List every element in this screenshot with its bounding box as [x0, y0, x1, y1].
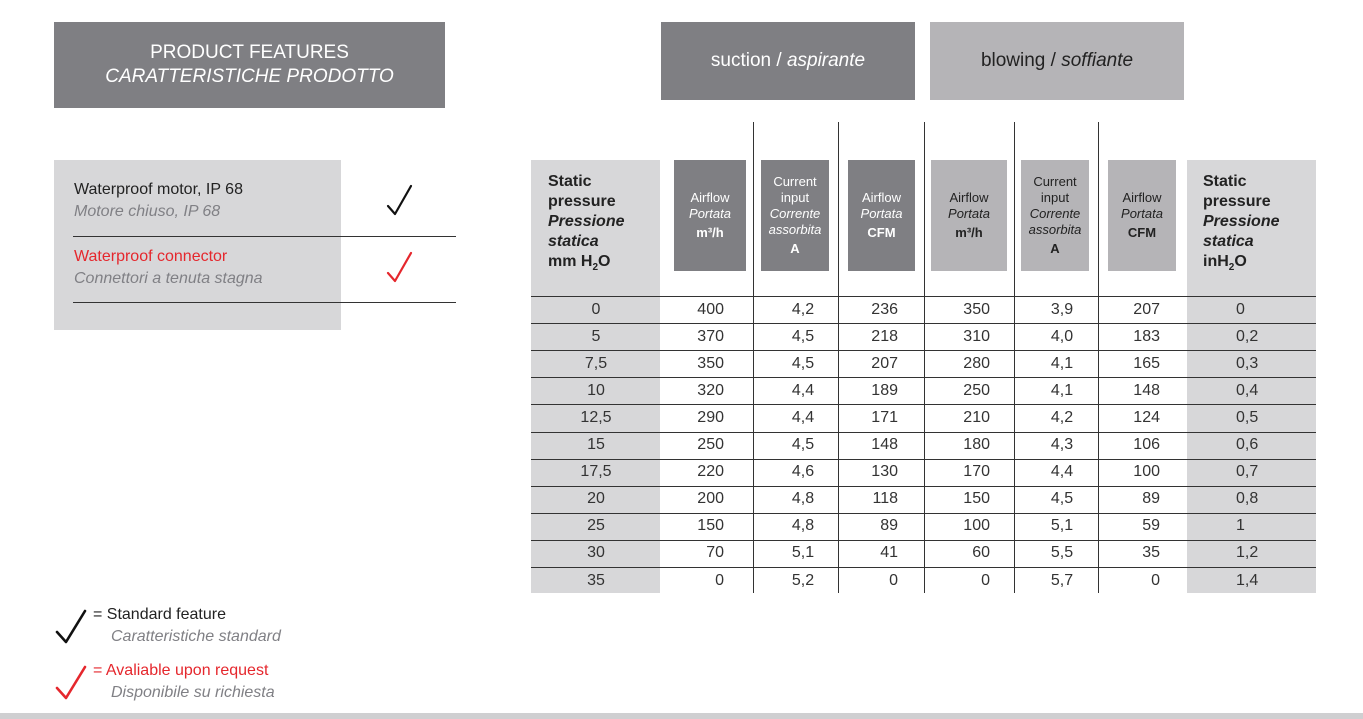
table-cell: 60	[972, 544, 990, 562]
table-cell: 5,2	[791, 571, 815, 589]
table-cell: 4,5	[1050, 490, 1074, 508]
table-cell: 100	[1133, 463, 1160, 481]
table-cell: 25	[587, 517, 605, 535]
table-cell: 4,6	[791, 463, 815, 481]
col-head-suction-airflow-m3h: Airflow Portata m³/h	[674, 160, 746, 271]
table-cell: 0	[591, 300, 601, 318]
table-cell: 100	[963, 517, 990, 535]
row-divider	[531, 486, 1316, 487]
legend-standard-label-it: Caratteristiche standard	[111, 628, 281, 645]
table-cell: 4,2	[791, 300, 815, 318]
feature-item-waterproof-motor	[74, 179, 243, 223]
table-cell: 5,7	[1050, 571, 1074, 589]
table-cell: 20	[587, 490, 605, 508]
product-features-title: PRODUCT FEATURES	[150, 42, 349, 63]
table-cell: 170	[963, 463, 990, 481]
blowing-label-it: soffiante	[1061, 50, 1134, 71]
row-divider	[531, 377, 1316, 378]
table-cell: 106	[1133, 436, 1160, 453]
table-cell: 310	[963, 327, 990, 345]
standard-check-icon	[54, 608, 88, 646]
feature-label: Waterproof connector	[74, 248, 228, 265]
column-divider	[1014, 122, 1015, 593]
static-pressure-mm-header: Static pressure Pressione statica mm $H_2O$	[548, 173, 625, 274]
table-cell: 35	[1142, 544, 1160, 562]
static-pressure-in-header: Static pressure Pressione statica inH$_2$O	[1203, 173, 1280, 274]
table-cell: 171	[871, 408, 898, 426]
table-cell: 4,5	[791, 436, 815, 453]
blowing-header	[930, 22, 1184, 100]
row-divider	[531, 350, 1316, 351]
legend-request-label: = Avaliable upon request	[93, 662, 269, 679]
col-head-blowing-airflow-cfm: Airflow Portata CFM	[1108, 160, 1176, 271]
table-cell: 0	[981, 571, 990, 589]
blowing-label: blowing	[980, 50, 1046, 71]
table-cell: 0,6	[1236, 436, 1259, 453]
table-cell: 0,2	[1236, 327, 1259, 345]
table-cell: 12,5	[580, 408, 612, 426]
table-cell: 118	[872, 490, 898, 508]
bottom-bar	[0, 713, 1363, 719]
table-cell: 4,2	[1050, 408, 1074, 426]
table-cell: 183	[1133, 327, 1160, 345]
table-cell: 0,7	[1236, 463, 1259, 481]
table-cell: 290	[697, 408, 724, 426]
divider	[73, 302, 456, 303]
legend-standard-label: = Standard feature	[93, 606, 226, 623]
table-cell: 350	[963, 300, 990, 318]
table-cell: 4,5	[791, 327, 815, 345]
table-cell: 1,4	[1236, 571, 1259, 589]
column-divider	[924, 122, 925, 593]
table-cell: 236	[871, 300, 898, 318]
table-cell: 5,5	[1050, 544, 1074, 562]
table-cell: 0,3	[1236, 354, 1259, 372]
feature-label: Waterproof motor, IP 68	[74, 181, 243, 198]
table-cell: 207	[871, 354, 898, 372]
table-cell: 0	[1151, 571, 1160, 589]
feature-label-it: Connettori a tenuta stagna	[74, 270, 263, 287]
table-cell: 4,4	[791, 408, 815, 426]
table-cell: 130	[871, 463, 898, 481]
table-cell: 150	[697, 517, 724, 535]
table-cell: 30	[587, 544, 605, 562]
table-cell: 59	[1142, 517, 1160, 535]
table-cell: 400	[697, 300, 724, 318]
table-cell: 41	[880, 544, 898, 562]
row-divider	[531, 404, 1316, 405]
table-cell: 4,4	[791, 381, 815, 399]
column-divider	[1098, 122, 1099, 593]
table-cell: 0	[1236, 300, 1245, 318]
separator: /	[771, 50, 787, 71]
table-cell: 165	[1133, 354, 1160, 372]
table-cell: 220	[697, 463, 724, 481]
legend-standard	[93, 604, 281, 648]
product-features-header	[54, 22, 445, 108]
table-cell: 4,5	[791, 354, 815, 372]
table-cell: 148	[1133, 381, 1160, 399]
table-cell: 89	[1142, 490, 1160, 508]
feature-label-it: Motore chiuso, IP 68	[74, 203, 221, 220]
table-cell: 4,4	[1050, 463, 1074, 481]
feature-item-waterproof-connector	[74, 246, 263, 290]
table-cell: 5,1	[791, 544, 815, 562]
col-head-blowing-airflow-m3h: Airflow Portata m³/h	[931, 160, 1007, 271]
table-cell: 180	[963, 436, 990, 453]
table-cell: 250	[963, 381, 990, 399]
request-check-icon	[54, 664, 88, 702]
table-cell: 0,4	[1236, 381, 1259, 399]
table-cell: 210	[963, 408, 990, 426]
suction-label-it: aspirante	[786, 50, 866, 71]
table-cell: 350	[697, 354, 724, 372]
col-head-suction-current: Current input Corrente assorbita A	[761, 160, 829, 271]
table-cell: 148	[871, 436, 898, 453]
table-cell: 35	[587, 571, 605, 589]
table-cell: 207	[1133, 300, 1160, 318]
column-divider	[753, 122, 754, 593]
legend-request	[93, 660, 275, 704]
table-cell: 5	[591, 327, 601, 345]
table-cell: 124	[1133, 408, 1160, 426]
table-cell: 4,8	[791, 517, 815, 535]
table-cell: 17,5	[580, 463, 612, 481]
request-check-icon	[386, 251, 414, 285]
row-divider	[531, 296, 1316, 297]
table-cell: 0	[889, 571, 898, 589]
table-cell: 1	[1236, 517, 1245, 535]
row-divider	[531, 567, 1316, 568]
table-cell: 7,5	[584, 354, 608, 372]
legend-request-label-it: Disponibile su richiesta	[111, 684, 275, 701]
table-cell: 10	[587, 381, 605, 399]
suction-label: suction	[710, 50, 772, 71]
table-cell: 200	[697, 490, 724, 508]
col-head-suction-airflow-cfm: Airflow Portata CFM	[848, 160, 915, 271]
table-cell: 0,8	[1236, 490, 1259, 508]
table-cell: 5,1	[1050, 517, 1074, 535]
table-cell: 0	[715, 571, 724, 589]
table-cell: 189	[871, 381, 898, 399]
row-divider	[531, 513, 1316, 514]
table-cell: 0,5	[1236, 408, 1259, 426]
table-cell: 70	[706, 544, 724, 562]
table-cell: 280	[963, 354, 990, 372]
separator: /	[1045, 50, 1062, 71]
table-cell: 150	[963, 490, 990, 508]
standard-check-icon	[386, 184, 414, 218]
table-cell: 218	[871, 327, 898, 345]
suction-header	[661, 22, 915, 100]
table-cell: 1,2	[1236, 544, 1259, 562]
table-cell: 4,1	[1050, 354, 1074, 372]
table-cell: 4,3	[1050, 436, 1074, 453]
divider	[73, 236, 456, 237]
table-cell: 250	[697, 436, 724, 453]
row-divider	[531, 432, 1316, 433]
product-features-title-it: CARATTERISTICHE PRODOTTO	[105, 66, 394, 87]
table-cell: 320	[697, 381, 724, 399]
table-cell: 3,9	[1050, 300, 1074, 318]
row-divider	[531, 540, 1316, 541]
table-cell: 4,0	[1050, 327, 1074, 345]
row-divider	[531, 323, 1316, 324]
table-cell: 15	[587, 436, 605, 453]
table-cell: 4,8	[791, 490, 815, 508]
table-cell: 4,1	[1050, 381, 1074, 399]
table-cell: 370	[697, 327, 724, 345]
table-cell: 89	[880, 517, 898, 535]
row-divider	[531, 459, 1316, 460]
col-head-blowing-current: Current input Corrente assorbita A	[1021, 160, 1089, 271]
